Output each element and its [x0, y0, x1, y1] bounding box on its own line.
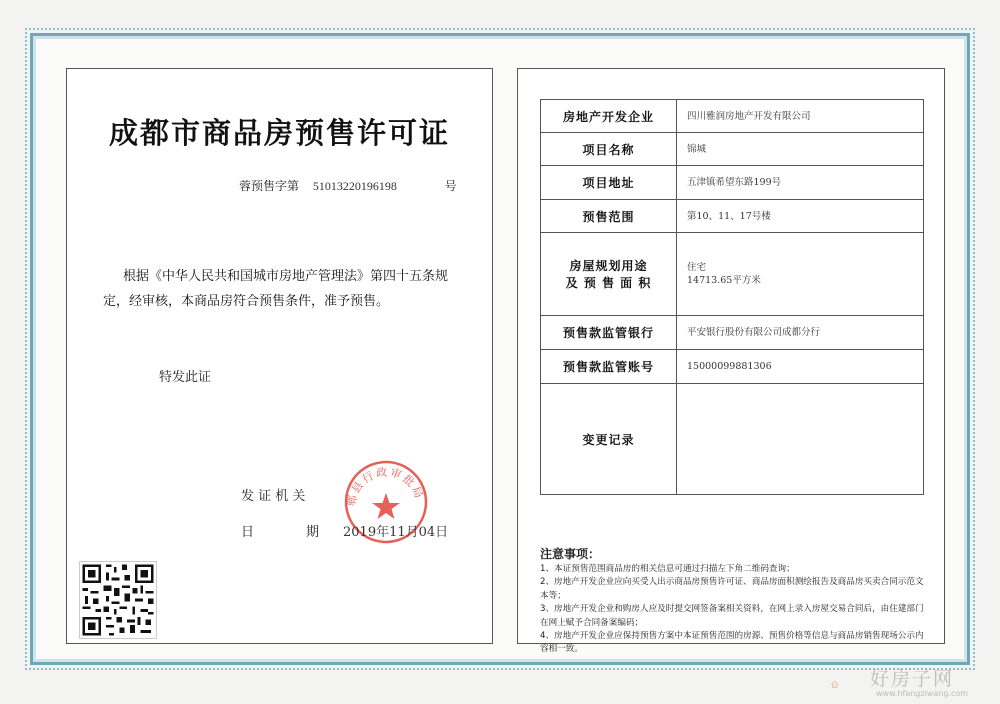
special-note: 特发此证	[159, 370, 212, 385]
certificate-right-panel	[517, 68, 945, 655]
usage-area-value	[677, 233, 924, 316]
date-label: 日 期	[241, 525, 320, 540]
permit-line	[239, 177, 457, 194]
list-item: 4、房地产开发企业应保持预售方案中本证预售范围的房源、预售价格等信息与商品房销售现场公示内容相一致。	[540, 631, 924, 655]
project-name-label: 项目名称	[541, 133, 677, 166]
list-item: 2、房地产开发企业应向买受人出示商品房预售许可证、商品房面积测绘报告及商品房买卖合同示范文本等；	[540, 577, 924, 601]
seal-text: 郫县行政审批局	[344, 465, 427, 508]
escrow-account-label: 预售款监管账号	[541, 350, 677, 384]
table-row	[541, 200, 924, 233]
presale-scope-label: 预售范围	[541, 200, 677, 233]
table-row	[541, 166, 924, 200]
watermark-url: www.hfangziwang.com	[876, 689, 969, 698]
permit-number: 51013220196198	[312, 179, 397, 193]
certificate-body-text: 根据《中华人民共和国城市房地产管理法》第四十五条规定，经审核，本商品房符合预售条件，准予预售。	[103, 269, 449, 309]
usage-area-label	[541, 233, 677, 316]
watermark-brand: 好房子网	[870, 668, 955, 690]
presale-scope-value: 第10、11、17号楼	[677, 200, 924, 233]
developer-label: 房地产开发企业	[541, 100, 677, 133]
change-record-value	[677, 384, 924, 495]
project-name-value: 锦城	[677, 133, 924, 166]
list-item: 1、本证预售范围商品房的相关信息可通过扫描左下角二维码查询；	[540, 564, 795, 574]
issuer-label: 发 证 机 关	[241, 489, 306, 504]
issue-date: 2019年11月04日	[343, 525, 449, 540]
usage-area-label-line1: 房屋规划用途	[569, 259, 648, 273]
certificate-title: 成都市商品房预售许可证	[108, 116, 450, 150]
table-row	[541, 384, 924, 495]
permit-label: 蓉预售字第	[239, 179, 300, 193]
notes-title: 注意事项：	[540, 547, 601, 561]
table-row	[541, 350, 924, 384]
list-item: 3、房地产开发企业和购房人应及时提交网签备案相关资料，在网上录入房屋交易合同后，由住建部门在网上赋予合同备案编码；	[540, 604, 924, 628]
area-value: 14713.65平方米	[687, 275, 761, 286]
qr-code-icon	[79, 561, 157, 639]
developer-value: 四川雅润房地产开发有限公司	[677, 100, 924, 133]
notes-list	[540, 563, 928, 657]
certificate-left-panel	[66, 68, 493, 644]
house-logo-icon	[830, 664, 870, 704]
table-row	[541, 233, 924, 316]
table-row	[541, 316, 924, 350]
usage-area-label-line2: 及 预 售 面 积	[565, 276, 652, 290]
usage-value: 住宅	[687, 262, 707, 273]
escrow-account-value: 15000099881306	[677, 350, 924, 384]
certificate-frame	[30, 33, 970, 665]
permit-suffix: 号	[444, 179, 457, 193]
escrow-bank-label: 预售款监管银行	[541, 316, 677, 350]
escrow-bank-value: 平安银行股份有限公司成都分行	[677, 316, 924, 350]
project-info-table	[540, 99, 924, 495]
project-address-label: 项目地址	[541, 166, 677, 200]
change-record-label: 变更记录	[541, 384, 677, 495]
table-row	[541, 100, 924, 133]
project-address-value: 五津镇希望东路199号	[677, 166, 924, 200]
table-row	[541, 133, 924, 166]
